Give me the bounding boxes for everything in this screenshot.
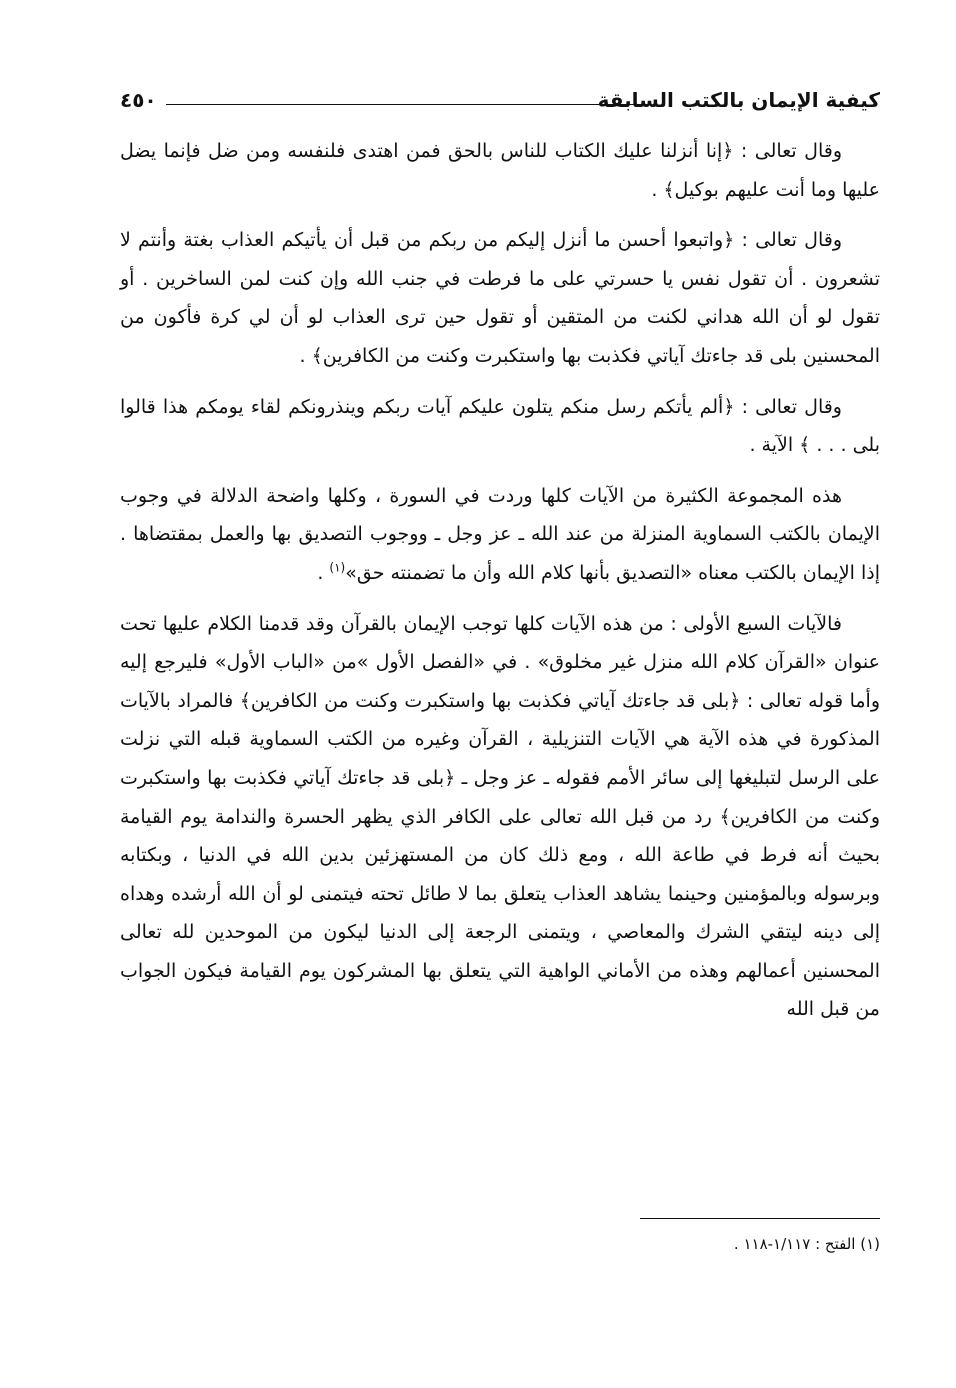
header-title: كيفية الإيمان بالكتب السابقة bbox=[597, 88, 880, 112]
body-text bbox=[120, 132, 880, 1041]
footnote-reference[interactable]: (١) bbox=[329, 560, 346, 575]
paragraph-1: وقال تعالى : ﴿إنا أنزلنا عليك الكتاب للناس بالحق فمن اهتدى فلنفسه ومن ضل فإنما يضل عليها وما أنت عليهم بوكيل﴾ . bbox=[120, 140, 880, 201]
footnote-rule bbox=[640, 1218, 880, 1219]
paragraph-4-end: . bbox=[317, 561, 330, 584]
footnote: (١) الفتح : ١/١١٧-١١٨ . bbox=[733, 1235, 880, 1253]
paragraph-3: وقال تعالى : ﴿ألم يأتكم رسل منكم يتلون عليكم آيات ربكم وينذرونكم لقاء يومكم هذا قالوا بلى . . . ﴾ الآية . bbox=[120, 395, 880, 457]
paragraph-5: فالآيات السبع الأولى : من هذه الآيات كلها توجب الإيمان بالقرآن وقد قدمنا الكلام عليها تحت عنوان «القرآن كلام الله منزل غير مخلوق» . في «الفصل الأول »من «الباب الأول» فليرجع إليه وأما قوله تعالى : ﴿بلى قد جاءتك آياتي فكذبت بها واستكبرت وكنت من الكافرين﴾ فالمراد بالآيات المذكورة في هذه الآية هي الآيات التنزيلية ، القرآن وغيره من الكتب السماوية قبله التي نزلت على الرسل لتبليغها إلى سائر الأمم فقوله ـ عز وجل ـ ﴿بلى قد جاءتك آياتي فكذبت بها واستكبرت وكنت من الكافرين﴾ رد من قبل الله تعالى على الكافر الذي يظهر الحسرة والندامة يوم القيامة بحيث أنه فرط في طاعة الله ، ومع ذلك كان من المستهزئين بدين الله في الدنيا ، وبكتابه وبرسوله وبالمؤمنين وحينما يشاهد العذاب يتعلق بما لا طائل تحته فيتمنى لو أن الله أرشده وهداه إلى دينه ليتقي الشرك والمعاصي ، ويتمنى الرجعة إلى الدنيا ليكون من الموحدين لله تعالى المحسنين أعمالهم وهذه من الأماني الواهية التي يتعلق بها المشركون يوم القيامة فيكون الجواب من قبل الله bbox=[120, 612, 880, 1021]
paragraph-4-text: هذه المجموعة الكثيرة من الآيات كلها وردت في السورة ، وكلها واضحة الدلالة في وجوب الإيمان بالكتب السماوية المنزلة من عند الله ـ عز وجل ـ ووجوب التصديق بها والعمل بمقتضاها . إذا الإيمان بالكتب معناه «التصديق بأنها كلام الله وأن ما تضمنته حق» bbox=[120, 484, 880, 584]
header-rule bbox=[166, 104, 650, 105]
page-number: ٤٥٠ bbox=[120, 88, 157, 112]
paragraph-2: وقال تعالى : ﴿واتبعوا أحسن ما أنزل إليكم من ربكم من قبل أن يأتيكم العذاب بغتة وأنتم لا تشعرون . أن تقول نفس يا حسرتي على ما فرطت في جنب الله وإن كنت لمن الساخرين . أو تقول لو أن الله هداني لكنت من المتقين أو تقول حين ترى العذاب لو أن لي كرة فأكون من المحسنين بلى قد جاءتك آياتي فكذبت بها واستكبرت وكنت من الكافرين﴾ . bbox=[120, 229, 880, 367]
paragraph-4 bbox=[120, 477, 880, 593]
running-header bbox=[120, 80, 880, 124]
